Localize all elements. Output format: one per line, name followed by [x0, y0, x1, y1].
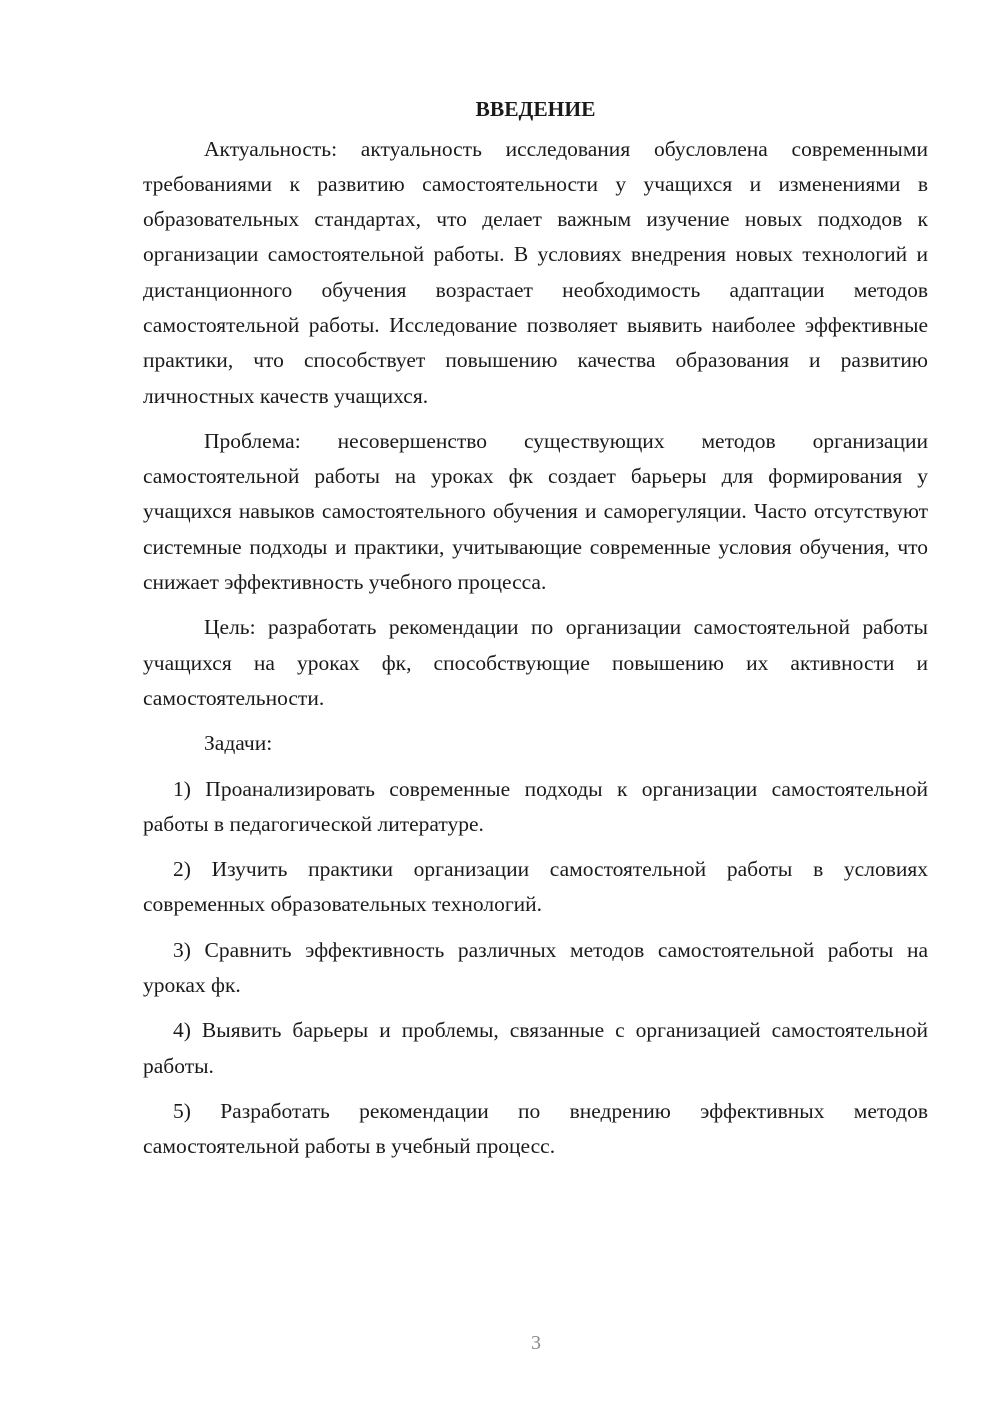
- task-item-3: 3) Сравнить эффективность различных методов самостоятельной работы на уроках фк.: [143, 937, 928, 998]
- task-item-2: 2) Изучить практики организации самостоятельной работы в условиях современных образовательных технологий.: [143, 857, 928, 917]
- paragraph-goal: Цель: разработать рекомендации по организации самостоятельной работы учащихся на уроках фк, способствующие повышению их активности и самостоятельности.: [143, 615, 928, 710]
- task-item-1: 1) Проанализировать современные подходы к организации самостоятельной работы в педагогической литературе.: [143, 776, 928, 836]
- task-item-4: 4) Выявить барьеры и проблемы, связанные с организацией самостоятельной работы.: [143, 1018, 928, 1078]
- tasks-heading: Задачи:: [204, 731, 273, 756]
- paragraph-relevance: Актуальность: актуальность исследования обусловлена современными требованиями к развитию самостоятельности у учащихся и изменениями в образовательных стандартах, что делает важным изучение новых подходов к организации самостоятельной работы. В условиях внедрения новых технологий и дистанционного обучения возрастает необходимость адаптации методов самостоятельной работы. Исследование позволяет выявить наиболее эффективные практики, что способствует повышению качества образования и развитию личностных качеств учащихся.: [143, 136, 928, 408]
- page-number: 3: [531, 1332, 541, 1354]
- page-content: [143, 92, 928, 1175]
- paragraph-problem: Проблема: несовершенство существующих методов организации самостоятельной работы на уроках фк создает барьеры для формирования у учащихся навыков самостоятельного обучения и саморегуляции. Часто отсутствуют системные подходы и практики, учитывающие современные условия обучения, что снижает эффективность учебного процесса.: [143, 428, 928, 595]
- task-item-5: 5) Разработать рекомендации по внедрению эффективных методов самостоятельной работы в учебный процесс.: [143, 1098, 928, 1159]
- section-title: ВВЕДЕНИЕ: [475, 97, 596, 121]
